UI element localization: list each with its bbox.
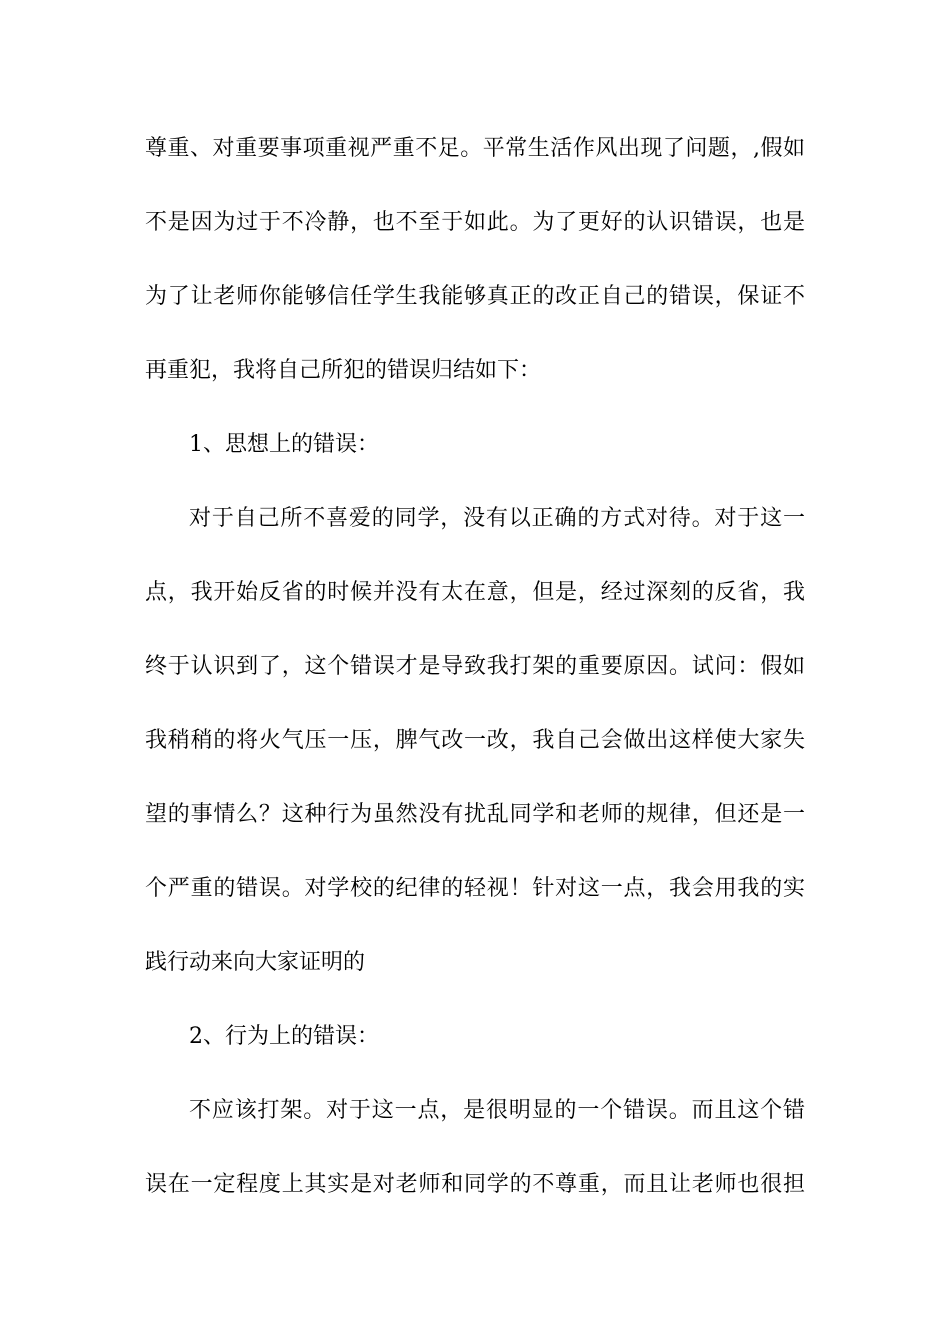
text-line: 点，我开始反省的时候并没有太在意，但是，经过深刻的反省，我 (145, 580, 805, 605)
text-line: 我稍稍的将火气压一压，脾气改一改，我自己会做出这样使大家失 (145, 728, 805, 753)
text-line: 误在一定程度上其实是对老师和同学的不尊重，而且让老师也很担 (145, 1172, 805, 1197)
text-line: 个严重的错误。对学校的纪律的轻视！针对这一点，我会用我的实 (145, 876, 805, 901)
text-line: 对于自己所不喜爱的同学，没有以正确的方式对待。对于这一 (189, 506, 805, 531)
text-line: 不是因为过于不冷静，也不至于如此。为了更好的认识错误，也是 (145, 210, 805, 235)
text-line: 践行动来向大家证明的 (145, 950, 366, 975)
text-line: 终于认识到了，这个错误才是导致我打架的重要原因。试问：假如 (145, 654, 805, 679)
text-line: 再重犯，我将自己所犯的错误归结如下： (145, 358, 542, 383)
section-heading: 1、思想上的错误： (189, 432, 379, 457)
text-line: 望的事情么？这种行为虽然没有扰乱同学和老师的规律，但还是一 (145, 802, 805, 827)
text-line: 尊重、对重要事项重视严重不足。平常生活作风出现了问题，,假如 (145, 136, 805, 161)
text-line: 为了让老师你能够信任学生我能够真正的改正自己的错误，保证不 (145, 284, 805, 309)
section-heading: 2、行为上的错误： (189, 1024, 379, 1049)
text-line: 不应该打架。对于这一点，是很明显的一个错误。而且这个错 (189, 1098, 805, 1123)
